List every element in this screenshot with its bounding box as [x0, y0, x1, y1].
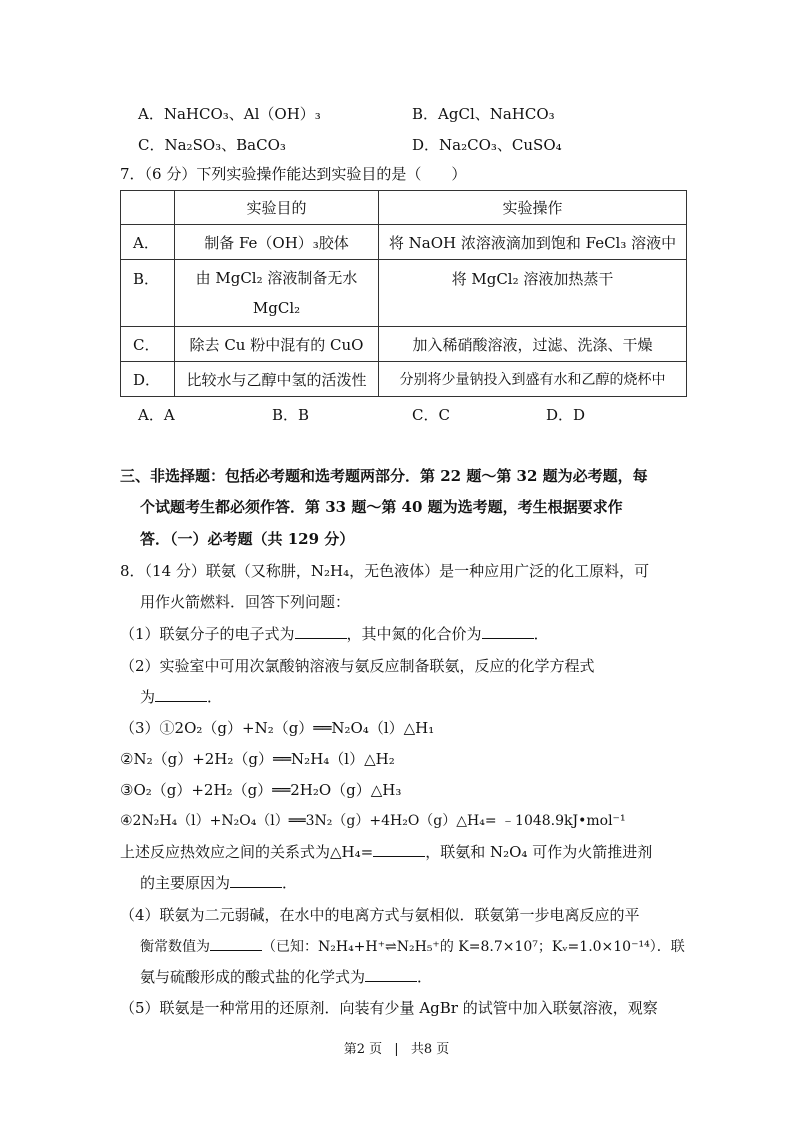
q6-option-a: A．NaHCO₃、Al（OH）₃: [138, 105, 321, 123]
q7-stem: 7．（6 分）下列实验操作能达到实验目的是（ ）: [120, 165, 467, 183]
row-purpose: 由 MgCl₂ 溶液制备无水 MgCl₂: [175, 260, 379, 327]
answer-blank: [482, 624, 534, 639]
answer-blank: [295, 624, 347, 639]
q8-part2-line2: 为 ．: [140, 688, 223, 706]
row-purpose: 比较水与乙醇中氢的活泼性: [175, 362, 379, 397]
row-label: C．: [121, 327, 175, 362]
page-total: 共8 页: [410, 1042, 450, 1057]
q8-part3-line1: 上述反应热效应之间的关系式为△H₄= ，联氨和 N₂O₄ 可作为火箭推进剂: [120, 843, 653, 861]
q7-choice-d: D．D: [546, 406, 586, 424]
row-purpose: 除去 Cu 粉中混有的 CuO: [175, 327, 379, 362]
row-operation: 将 NaOH 浓溶液滴加到饱和 FeCl₃ 溶液中: [379, 225, 687, 260]
q6-option-b: B．AgCl、NaHCO₃: [412, 105, 555, 123]
q8-stem-line2: 用作火箭燃料．回答下列问题：: [140, 593, 351, 611]
q8-part3-line2: 的主要原因为 ．: [140, 874, 298, 892]
q8-part2-line1: （2）实验室中可用次氯酸钠溶液与氨反应制备联氨，反应的化学方程式: [120, 657, 595, 675]
row-label: A．: [121, 225, 175, 260]
row-purpose: 制备 Fe（OH）₃胶体: [175, 225, 379, 260]
q8-equation-2: ②N₂（g）+2H₂（g）══N₂H₄（l）△H₂: [120, 750, 395, 768]
row-label: D．: [121, 362, 175, 397]
answer-blank: [210, 936, 262, 951]
q8-equation-4: ④2N₂H₄（l）+N₂O₄（l）══3N₂（g）+4H₂O（g）△H₄= ﹣1048.9kJ•mol⁻¹: [120, 813, 626, 829]
table-row: [121, 362, 687, 397]
q8-part4-line1: （4）联氨为二元弱碱，在水中的电离方式与氨相似．联氨第一步电离反应的平: [120, 906, 640, 924]
q7-choice-a: A．A: [138, 406, 175, 424]
page-number: 第2 页: [343, 1042, 383, 1057]
section3-heading-line1: 三、非选择题：包括必考题和选考题两部分．第 22 题～第 32 题为必考题，每: [120, 467, 648, 485]
answer-blank: [365, 967, 417, 982]
answer-blank: [373, 842, 425, 857]
table-row: [121, 327, 687, 362]
q6-option-d: D．Na₂CO₃、CuSO₄: [412, 136, 562, 154]
q8-stem-line1: 8．（14 分）联氨（又称肼，N₂H₄，无色液体）是一种应用广泛的化工原料，可: [120, 562, 650, 580]
q6-option-c: C．Na₂SO₃、BaCO₃: [138, 136, 286, 154]
q8-part4-line3: 氨与硫酸形成的酸式盐的化学式为 ．: [140, 968, 433, 986]
answer-blank: [230, 873, 282, 888]
q8-equation-1: （3）①2O₂（g）+N₂（g）══N₂O₄（l）△H₁: [120, 719, 435, 737]
row-operation: 加入稀硝酸溶液，过滤、洗涤、干燥: [379, 327, 687, 362]
answer-blank: [155, 687, 207, 702]
page-footer: [0, 1038, 793, 1057]
q7-choice-c: C．C: [412, 406, 450, 424]
section3-heading-line2: 个试题考生都必须作答．第 33 题～第 40 题为选考题，考生根据要求作: [140, 498, 623, 516]
table-row: [121, 260, 687, 327]
row-operation: 将 MgCl₂ 溶液加热蒸干: [379, 260, 687, 327]
q7-table: [120, 190, 687, 397]
header-cell: [121, 191, 175, 225]
q7-table-header: [121, 191, 687, 225]
q8-part5-line1: （5）联氨是一种常用的还原剂．向装有少量 AgBr 的试管中加入联氨溶液，观察: [120, 999, 658, 1017]
q8-part1: （1）联氨分子的电子式为 ，其中氮的化合价为 ．: [120, 625, 549, 643]
header-cell: 实验操作: [379, 191, 687, 225]
row-operation: 分别将少量钠投入到盛有水和乙醇的烧杯中: [379, 362, 687, 397]
footer-separator: |: [394, 1042, 399, 1057]
header-cell: 实验目的: [175, 191, 379, 225]
q8-equation-3: ③O₂（g）+2H₂（g）══2H₂O（g）△H₃: [120, 781, 402, 799]
table-row: [121, 225, 687, 260]
row-label: B．: [121, 260, 175, 327]
q7-choice-b: B．B: [272, 406, 310, 424]
section3-heading-line3: 答．（一）必考题（共 129 分）: [140, 530, 355, 548]
q8-part4-line2: 衡常数值为 （已知：N₂H₄+H⁺⇌N₂H₅⁺的 K=8.7×10⁷；Kᵥ=1.0×10⁻¹⁴）．联: [140, 936, 685, 957]
